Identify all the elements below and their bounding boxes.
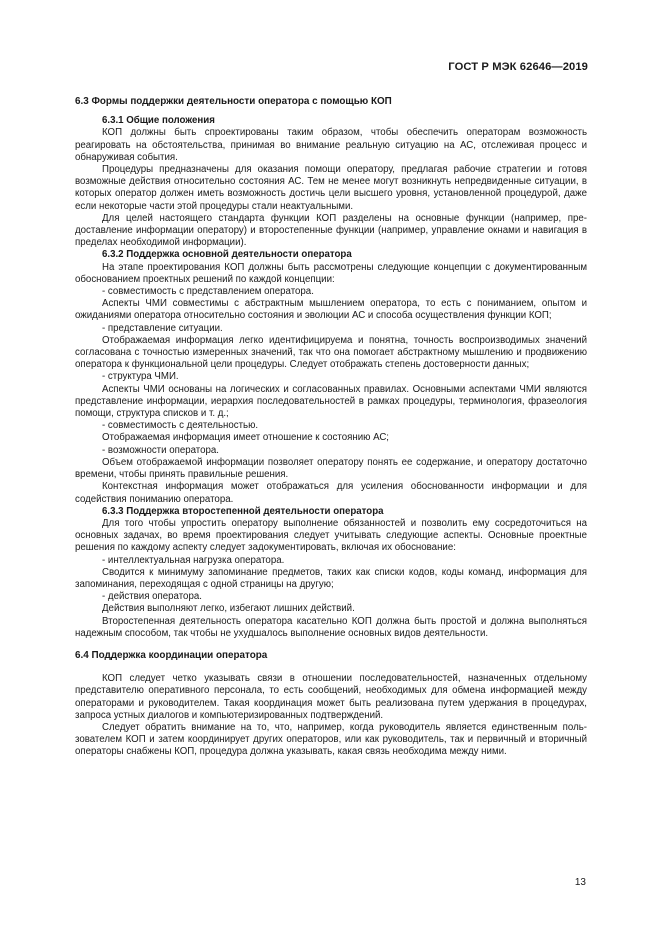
list-item: - совместимость с деятельностью. — [102, 420, 259, 432]
section-6-4-title: 6.4 Поддержка координации оператора — [75, 649, 268, 661]
list-item: - структура ЧМИ. — [102, 371, 179, 383]
subsection-6-3-2-title: 6.3.2 Поддержка основной деятельности оператора — [102, 249, 352, 261]
paragraph: Второстепенная деятельность оператора касательно КОП должна быть простой и должна выполняться надежным способом, так чтобы не ухудшалось выполнение основных видов деятельности. — [75, 615, 587, 639]
document-body — [75, 96, 587, 759]
paragraph: Контекстная информация может отображаться для усиления обоснованности информации и для содействия пониманию оператора. — [75, 481, 587, 505]
paragraph: Аспекты ЧМИ основаны на логических и согласованных правилах. Основными аспектами ЧМИ являются представление информации, иерархия последовательностей в рамках процедуры, терминология, фразеология помощи, структура списков и т. д.; — [75, 383, 587, 420]
list-item: - совместимость с представлением оператора. — [102, 286, 314, 298]
standard-code-header: ГОСТ Р МЭК 62646—2019 — [448, 61, 588, 73]
paragraph: КОП должны быть спроектированы таким образом, чтобы обеспечить операторам возможность реагировать на обстоятельства, принимая во внимание реальную ситуацию на АС, отслеживая процесс и обнаруживая события. — [75, 127, 587, 163]
subsection-6-3-1-title: 6.3.1 Общие положения — [102, 115, 215, 127]
list-item: - действия оператора. — [102, 591, 202, 603]
paragraph: Для того чтобы упростить оператору выполнение обязанностей и позволить ему сосредоточиться на основных задачах, во время проектирования следует учитывать следующие аспекты. Основные проектные решения по каждому аспекту следует задокументировать, включая их обоснование: — [75, 517, 587, 554]
list-item: - возможности оператора. — [102, 444, 219, 456]
paragraph: На этапе проектирования КОП должны быть рассмотрены следующие концепции с документированным обоснованием проектных решений по каждой концепции: — [75, 261, 587, 285]
paragraph: Действия выполняют легко, избегают лишних действий. — [102, 603, 355, 615]
section-6-3-title: 6.3 Формы поддержки деятельности оператора с помощью КОП — [75, 96, 392, 107]
paragraph: КОП следует четко указывать связи в отношении последовательностей, назначенных отдельному представителю оперативного персонала, то есть сообщений, необходимых для обмена информацией между операторами и руководителем. Такая координация может быть реализована путем удержания в процедурах, запроса устных диалогов и компьютеризированных подтверждений. — [75, 673, 587, 721]
page-number: 13 — [574, 877, 586, 888]
subsection-6-3-3-title: 6.3.3 Поддержка второстепенной деятельности оператора — [102, 505, 384, 517]
paragraph: Отображаемая информация легко идентифицируема и понятна, точность воспроизводимых значений согласована с точностью измеренных значений, так что она помогает абстрактному мышлению и продвижению оператора к функциональной цели процедуры. Следует отображать степень достоверности данных; — [75, 334, 587, 371]
list-item: - интеллектуальная нагрузка оператора. — [102, 554, 285, 566]
paragraph: Отображаемая информация имеет отношение к состоянию АС; — [102, 432, 390, 444]
paragraph: Следует обратить внимание на то, что, например, когда руководитель является единственным пользователем КОП и затем координирует других операторов, или как руководитель, так и первичный и вторичный операторы снабжены КОП, процедура должна указывать, какая связь необходима между ними. — [75, 721, 587, 758]
paragraph: Объем отображаемой информации позволяет оператору понять ее содержание, и оператору достаточно времени, чтобы принять правильные решения. — [75, 456, 587, 481]
paragraph: Сводится к минимуму запоминание предметов, таких как списки кодов, коды команд, информация для запоминания, переходящая с одной страницы на другую; — [75, 566, 587, 590]
paragraph: Для целей настоящего стандарта функции КОП разделены на основные функции (например, предоставление информации оператору) и второстепенные функции (например, управление окнами и навигация в пределах необходимой информации). — [75, 212, 587, 249]
paragraph: Аспекты ЧМИ совместимы с абстрактным мышлением оператора, то есть с пониманием, опытом и ожиданиями оператора относительно состояния и эволюции АС и способа осуществления функции КОП; — [75, 298, 587, 322]
list-item: - представление ситуации. — [102, 322, 223, 334]
paragraph: Процедуры предназначены для оказания помощи оператору, предлагая рабочие стратегии и готовя возможные действия относительно состояния АС. Тем не менее могут возникнуть непредвиденные ситуации, в которых оператор должен иметь возможность достичь цели высшего уровня, установленной процедурой, даже если некоторые части этой процедуры стали неактуальными. — [75, 164, 587, 212]
